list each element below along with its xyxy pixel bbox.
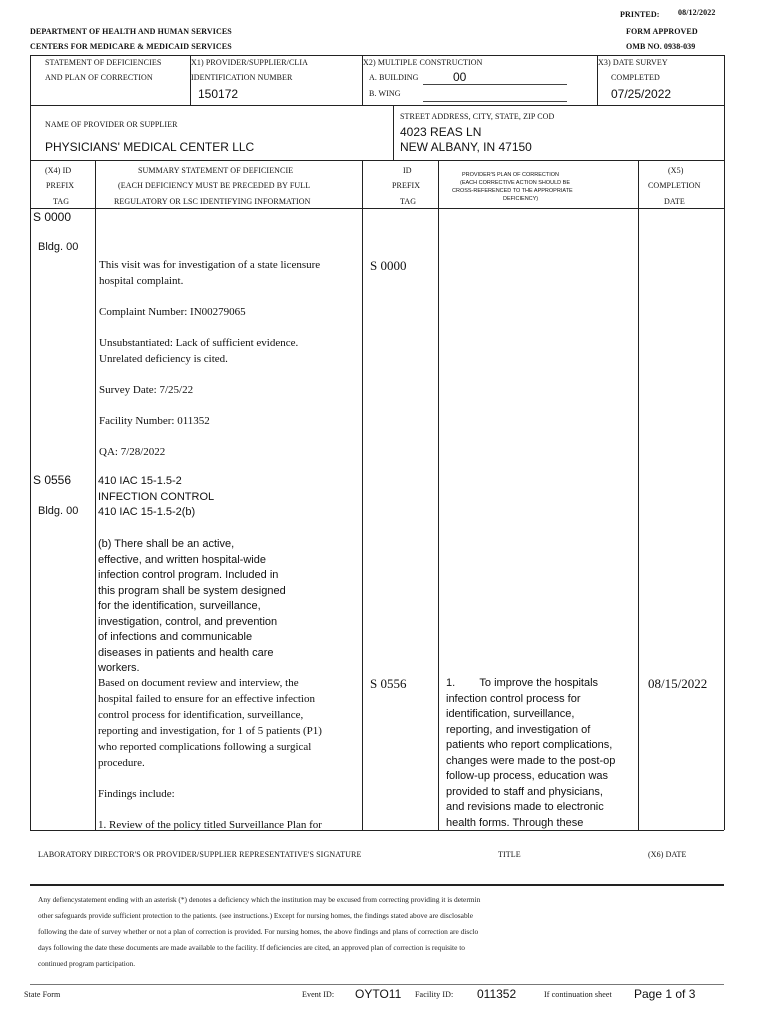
wing-label: B. WING <box>369 89 401 98</box>
row-divider-2 <box>30 160 724 161</box>
rule-line: workers. <box>98 662 140 674</box>
event-id-label: Event ID: <box>302 990 335 999</box>
department-name: DEPARTMENT OF HEALTH AND HUMAN SERVICES <box>30 27 232 36</box>
x5-header-3: DATE <box>664 197 685 206</box>
address-line-1: 4023 REAS LN <box>400 125 482 139</box>
address-label: STREET ADDRESS, CITY, STATE, ZIP COD <box>400 112 555 121</box>
box-right-border <box>724 55 725 830</box>
finding-line <box>98 802 322 817</box>
provider-name: PHYSICIANS' MEDICAL CENTER LLC <box>45 140 255 154</box>
building-value: 00 <box>453 70 467 84</box>
rule-line: investigation, control, and prevention <box>98 615 278 628</box>
rule-line: infection control program. Included in <box>98 569 279 581</box>
s0000-text <box>99 257 320 460</box>
x5-header-1: (X5) <box>668 166 684 175</box>
disclaimer-line: days following the date these documents are made available to the facility. If deficiencies are cited, an approved plan of correction is requisite to <box>38 943 465 952</box>
plan-line: reporting, and investigation of <box>446 723 591 736</box>
plan-header-3: CROSS-REFERENCED TO THE APPROPRIATE <box>452 188 573 194</box>
s0000-line: Unrelated deficiency is cited. <box>99 353 228 365</box>
plan-line: health forms. Through these <box>446 816 584 829</box>
regulation-line: 410 IAC 15-1.5-2 <box>98 475 182 487</box>
box-top-border <box>30 55 724 56</box>
wing-underline <box>423 101 567 102</box>
x5-header-2: COMPLETION <box>648 181 701 190</box>
x2-label: X2) MULTIPLE CONSTRUCTION <box>363 58 483 67</box>
s0000-line: QA: 7/28/2022 <box>99 446 166 458</box>
rule-line: this program shall be system designed <box>98 584 286 597</box>
facility-id-label: Facility ID: <box>415 990 454 999</box>
x4-header-3: TAG <box>53 197 70 206</box>
completion-date: 08/15/2022 <box>648 676 708 691</box>
findings-text <box>98 675 322 833</box>
regulation-line: INFECTION CONTROL <box>98 490 215 503</box>
finding-line: hospital failed to ensure for an effective infection <box>98 693 315 705</box>
id-header-1: ID <box>403 166 412 175</box>
col-line-4 <box>638 160 639 830</box>
summary-header-2: (EACH DEFICIENCY MUST BE PRECEDED BY FULL <box>118 181 311 190</box>
plan-line: infection control process for <box>446 692 581 705</box>
row-divider-3 <box>30 208 724 209</box>
statement-label-1: STATEMENT OF DEFICIENCIES <box>45 58 162 67</box>
provider-id: 150172 <box>198 87 239 101</box>
plan-line: changes were made to the post-op <box>446 754 616 767</box>
survey-completed-date: 07/25/2022 <box>611 87 672 101</box>
disclaimer-line: continued program participation. <box>38 959 136 968</box>
state-form-label: State Form <box>24 990 61 999</box>
finding-line: 1. Review of the policy titled Surveillance Plan for <box>98 819 322 831</box>
s0000-line <box>99 289 320 304</box>
rule-text <box>98 537 286 677</box>
s0000-line: hospital complaint. <box>99 275 184 287</box>
x3-label-2: COMPLETED <box>611 73 660 82</box>
printed-date: 08/12/2022 <box>678 8 716 17</box>
footer-divider <box>30 984 724 985</box>
rule-line: effective, and written hospital-wide <box>98 553 266 566</box>
building-label: A. BUILDING <box>369 73 419 82</box>
x4-header-1: (X4) ID <box>45 166 72 175</box>
col-line-2 <box>362 160 363 830</box>
continuation-label: If continuation sheet <box>544 990 612 999</box>
bldg-s0556: Bldg. 00 <box>38 505 79 517</box>
address-line-2: NEW ALBANY, IN 47150 <box>400 140 532 154</box>
tag-s0556: S 0556 <box>33 473 72 487</box>
rule-line: (b) There shall be an active, <box>98 538 235 550</box>
id-header-3: TAG <box>400 197 417 206</box>
plan-line: identification, surveillance, <box>446 708 575 720</box>
omb-number: OMB NO. 0938-039 <box>626 42 696 51</box>
regulation-line: 410 IAC 15-1.5-2(b) <box>98 506 196 518</box>
rule-line: for the identification, surveillance, <box>98 600 261 612</box>
x1-label-2: IDENTIFICATION NUMBER <box>191 73 293 82</box>
finding-line: Findings include: <box>98 788 175 800</box>
x4-header-2: PREFIX <box>46 181 75 190</box>
s0000-line <box>99 320 320 335</box>
id-tag-s0000: S 0000 <box>370 258 407 273</box>
form-approved: FORM APPROVED <box>626 27 698 36</box>
plan-header-2: (EACH CORRECTIVE ACTION SHOULD BE <box>460 180 571 186</box>
plan-line: and revisions made to electronic <box>446 801 604 813</box>
rule-line: diseases in patients and health care <box>98 646 274 659</box>
s0000-line: Complaint Number: IN00279065 <box>99 306 246 318</box>
row-divider-1 <box>30 105 724 106</box>
s0000-line: Survey Date: 7/25/22 <box>99 384 194 396</box>
s0000-line: This visit was for investigation of a state licensure <box>99 259 321 271</box>
x1-label-1: X1) PROVIDER/SUPPLIER/CLIA <box>191 58 309 67</box>
s0000-line: Unsubstantiated: Lack of sufficient evidence. <box>99 337 299 349</box>
id-header-2: PREFIX <box>392 181 421 190</box>
plan-line: follow-up process, education was <box>446 770 609 782</box>
plan-line: provided to staff and physicians, <box>446 785 603 798</box>
summary-header-1: SUMMARY STATEMENT OF DEFICIENCIE <box>138 166 294 175</box>
disclaimer-line: Any defiencystatement ending with an asterisk (*) denotes a deficiency which the institution may be excused from correcting providing it is determin <box>38 895 481 904</box>
date-label: (X6) DATE <box>648 850 687 859</box>
provider-name-label: NAME OF PROVIDER OR SUPPLIER <box>45 120 178 129</box>
building-underline <box>423 84 567 85</box>
plan-of-correction-text <box>446 676 615 831</box>
box-left-border <box>30 55 31 830</box>
provider-divider <box>393 105 394 160</box>
plan-line: patients who report complications, <box>446 739 613 751</box>
statement-label-2: AND PLAN OF CORRECTION <box>45 73 153 82</box>
id-tag-s0556: S 0556 <box>370 676 407 691</box>
facility-id-value: 011352 <box>477 987 517 1001</box>
page-number: Page 1 of 3 <box>634 987 696 1001</box>
col-line-3 <box>438 160 439 830</box>
disclaimer <box>38 892 480 972</box>
finding-line: reporting and investigation, for 1 of 5 patients (P1) <box>98 725 322 737</box>
finding-line: who reported complications following a surgical <box>98 741 312 753</box>
finding-line: Based on document review and interview, the <box>98 677 299 689</box>
signature-bottom-border <box>30 884 724 886</box>
printed-label: PRINTED: <box>620 10 660 19</box>
regulation-text <box>98 474 214 521</box>
x3-label-1: X3) DATE SURVEY <box>598 58 668 67</box>
s0000-line: Facility Number: 011352 <box>99 415 210 427</box>
bldg-s0000: Bldg. 00 <box>38 241 79 253</box>
plan-header-1: PROVIDER'S PLAN OF CORRECTION <box>462 172 560 178</box>
finding-line: control process for identification, surveillance, <box>98 709 304 721</box>
rule-line: of infections and communicable <box>98 631 253 643</box>
disclaimer-line: other safeguards provide sufficient protection to the patients. (see instructions.) Except for nursing homes, the findings stated above are disclosable <box>38 911 473 920</box>
finding-line <box>98 771 322 786</box>
s0000-line <box>99 398 320 413</box>
s0000-line <box>99 367 320 382</box>
plan-header-4: DEFICIENCY) <box>503 196 539 202</box>
event-id-value: OYTO11 <box>355 987 402 1001</box>
summary-header-3: REGULATORY OR LSC IDENTIFYING INFORMATION <box>114 197 311 206</box>
disclaimer-line: following the date of survey whether or not a plan of correction is provided. For nursing homes, the above findings and plans of correction are disclo <box>38 927 479 936</box>
plan-line: 1. To improve the hospitals <box>446 677 599 689</box>
tag-s0000: S 0000 <box>33 210 72 224</box>
s0000-line <box>99 429 320 444</box>
centers-name: CENTERS FOR MEDICARE & MEDICAID SERVICES <box>30 42 232 51</box>
title-label: TITLE <box>498 850 521 859</box>
signature-label: LABORATORY DIRECTOR'S OR PROVIDER/SUPPLIER REPRESENTATIVE'S SIGNATURE <box>38 850 362 859</box>
col-line-1 <box>95 160 96 830</box>
finding-line: procedure. <box>98 757 145 769</box>
